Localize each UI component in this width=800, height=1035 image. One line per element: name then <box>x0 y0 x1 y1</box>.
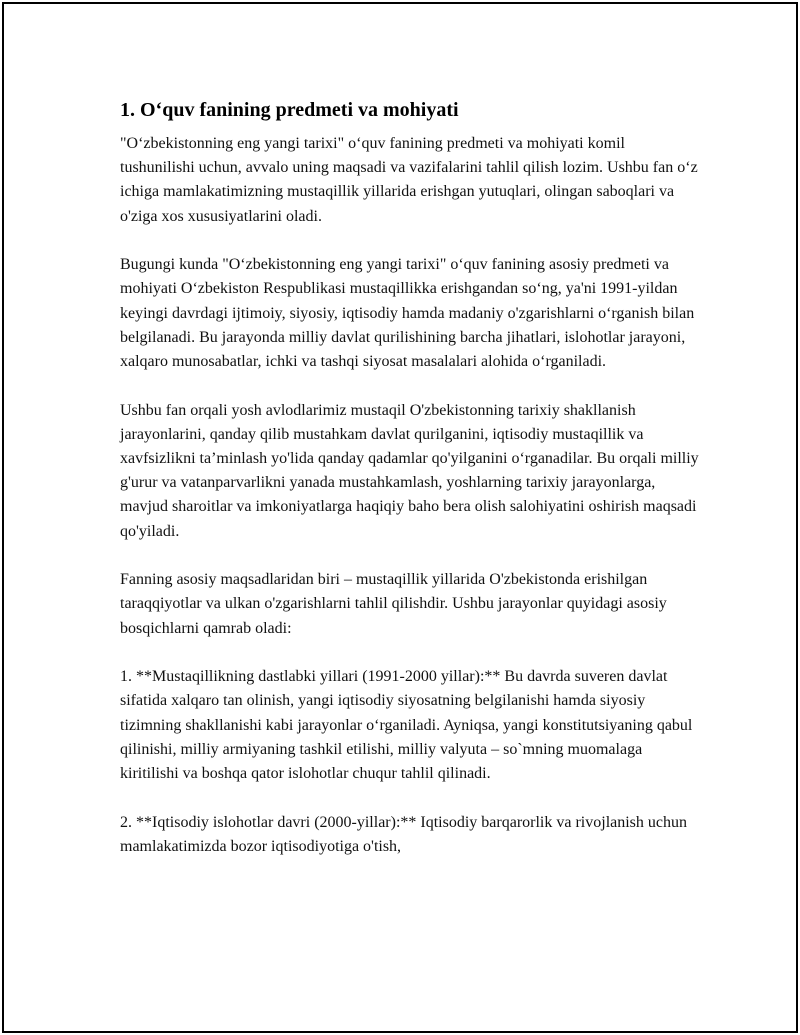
paragraph-stage-2: 2. **Iqtisodiy islohotlar davri (2000-yillar):** Iqtisodiy barqarorlik va rivojlanish uchun mamlakatimizda bozor iqtisodiyotiga o'tish, <box>120 813 688 855</box>
section-heading: 1. Oʻquv fanining predmeti va mohiyati <box>120 99 459 121</box>
document-body <box>120 98 700 859</box>
paragraph-intro: "Oʻzbekistonning eng yangi tarixi" oʻquv fanining predmeti va mohiyati komil tushunilishi uchun, avvalo uning maqsadi va vazifalarini tahlil qilish lozim. Ushbu fan oʻz ichiga mamlakatimizning mustaqillik yillarida erishgan yutuqlari, olingan saboqlari va o'ziga xos xususiyatlarini oladi. <box>120 135 698 225</box>
paragraph-youth: Ushbu fan orqali yosh avlodlarimiz mustaqil O'zbekistonning tarixiy shakllanish jarayonlarini, qanday qilib mustahkam davlat qurilganini, iqtisodiy mustaqillik va xavfsizlikni taʼminlash yo'lida qanday qadamlar qo'yilganini oʻrganadilar. Bu orqali milliy g'urur va vatanparvarlikni yanada mustahkamlash, yoshlarning tarixiy jarayonlarga, mavjud sharoitlar va imkoniyatlarga haqiqiy baho bera olish salohiyatini oshirish maqsadi qo'yiladi. <box>120 401 699 540</box>
paragraph-subject: Bugungi kunda "Oʻzbekistonning eng yangi tarixi" oʻquv fanining asosiy predmeti va mohiyati Oʻzbekiston Respublikasi mustaqillikka erishgandan soʻng, ya'ni 1991-yildan keyingi davrdagi ijtimoiy, siyosiy, iqtisodiy hamda madaniy o'zgarishlarni oʻrganish bilan belgilanadi. Bu jarayonda milliy davlat qurilishining barcha jihatlari, islohotlar jarayoni, xalqaro munosabatlar, ichki va tashqi siyosat masalalari alohida oʻrganiladi. <box>120 256 695 371</box>
paragraph-stage-1: 1. **Mustaqillikning dastlabki yillari (1991-2000 yillar):** Bu davrda suveren davlat sifatida xalqaro tan olinish, yangi iqtisodiy siyosatning belgilanishi hamda siyosiy tizimning shakllanishi kabi jarayonlar oʻrganiladi. Ayniqsa, yangi konstitutsiyaning qabul qilinishi, milliy armiyaning tashkil etilishi, milliy valyuta – so`mning muomalaga kiritilishi va boshqa qator islohotlar chuqur tahlil qilinadi. <box>120 668 693 783</box>
document-page <box>2 2 798 1033</box>
paragraph-goals: Fanning asosiy maqsadlaridan biri – mustaqillik yillarida O'zbekistonda erishilgan taraqqiyotlar va ulkan o'zgarishlarni tahlil qilishdir. Ushbu jarayonlar quyidagi asosiy bosqichlarni qamrab oladi: <box>120 571 667 637</box>
